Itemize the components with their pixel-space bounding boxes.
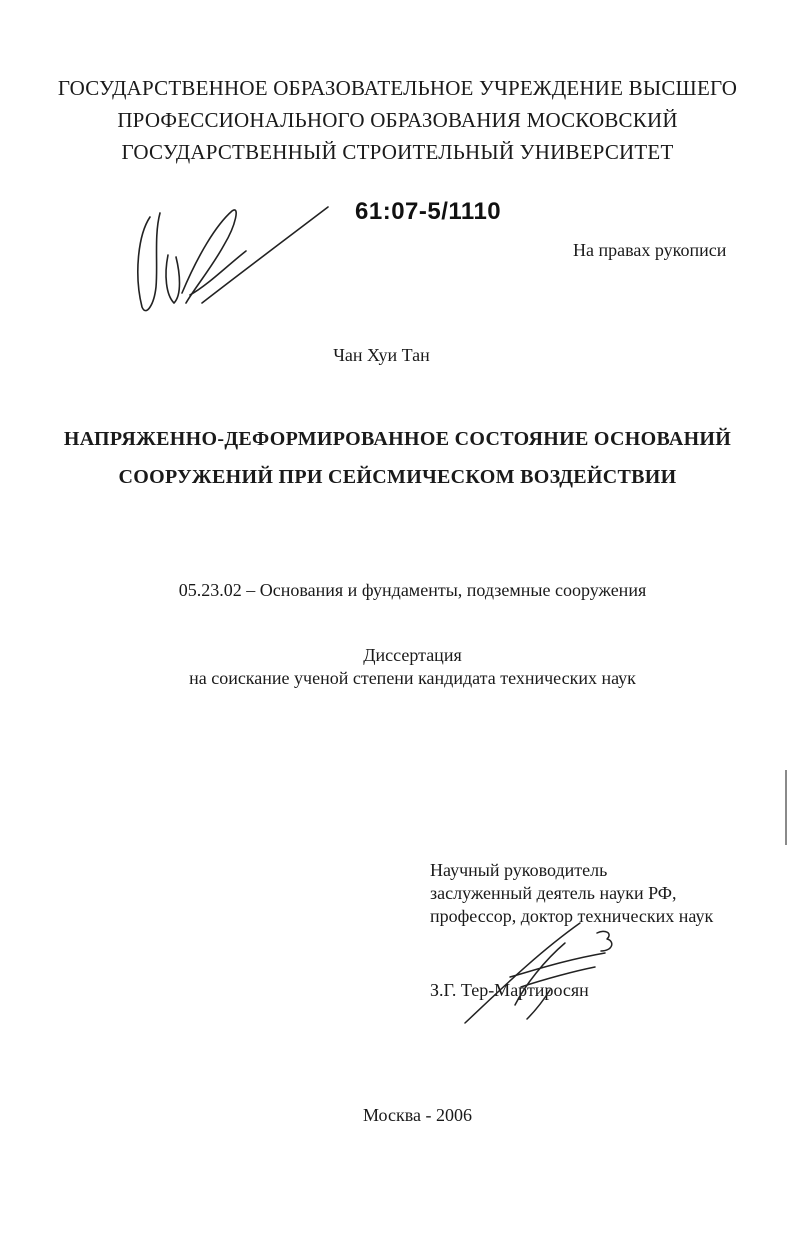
dissertation-label: Диссертация	[363, 645, 462, 665]
supervisor-role: Научный руководитель	[430, 860, 608, 880]
supervisor-honor: заслуженный деятель науки РФ,	[430, 883, 677, 903]
document-number: 61:07-5/1110	[355, 198, 502, 225]
author-signature	[128, 195, 358, 325]
institution-line-2: ПРОФЕССИОНАЛЬНОГО ОБРАЗОВАНИЯ МОСКОВСКИЙ	[117, 108, 678, 132]
dissertation-degree: на соискание ученой степени кандидата технических наук	[189, 668, 636, 688]
supervisor-degree: профессор, доктор технических наук	[430, 906, 714, 926]
title-line-1: НАПРЯЖЕННО-ДЕФОРМИРОВАННОЕ СОСТОЯНИЕ ОСНОВАНИЙ	[63, 428, 732, 450]
author-name: Чан Хуи Тан	[333, 345, 430, 365]
rights-note: На правах рукописи	[573, 240, 727, 260]
supervisor-signature	[455, 915, 625, 1025]
scan-edge-mark	[785, 770, 787, 845]
institution-line-3: ГОСУДАРСТВЕННЫЙ СТРОИТЕЛЬНЫЙ УНИВЕРСИТЕТ	[121, 140, 674, 164]
city-year: Москва - 2006	[363, 1105, 472, 1125]
institution-line-1: ГОСУДАРСТВЕННОЕ ОБРАЗОВАТЕЛЬНОЕ УЧРЕЖДЕНИЕ ВЫСШЕГО	[57, 76, 738, 100]
title-line-2: СООРУЖЕНИЙ ПРИ СЕЙСМИЧЕСКОМ ВОЗДЕЙСТВИИ	[118, 466, 677, 488]
specialty: 05.23.02 – Основания и фундаменты, подземные сооружения	[178, 580, 647, 600]
supervisor-name: З.Г. Тер-Мартиросян	[430, 980, 589, 1000]
